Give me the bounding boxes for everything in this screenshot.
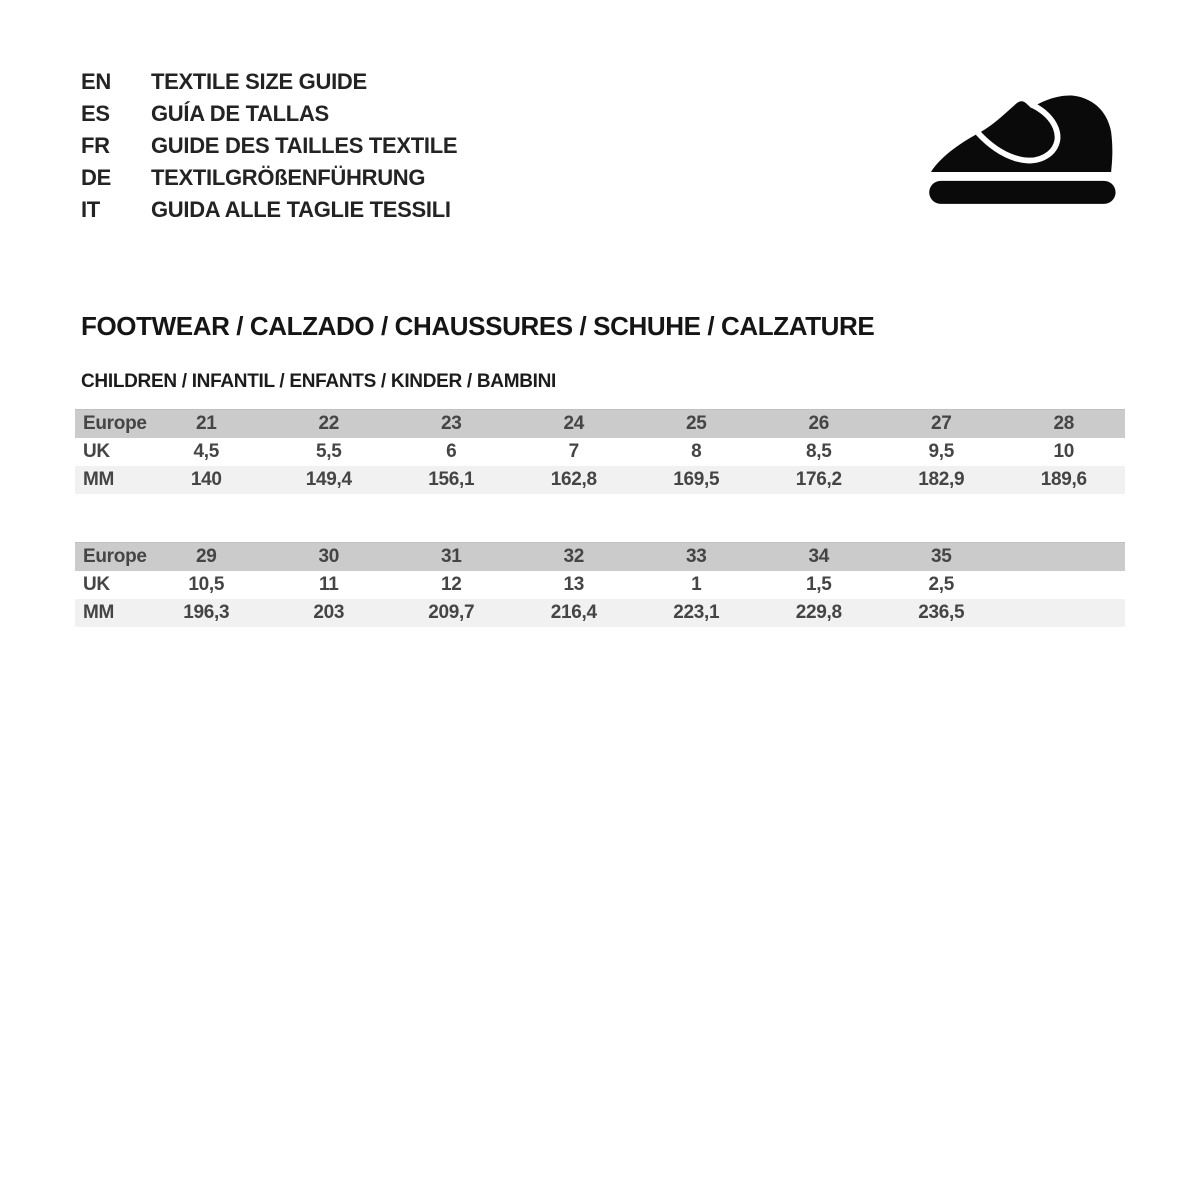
baby-shoe-icon xyxy=(915,83,1128,213)
size-cell: 209,7 xyxy=(390,599,513,627)
row-label: Europe xyxy=(75,410,145,438)
size-cell: 169,5 xyxy=(635,466,758,494)
size-cell: 156,1 xyxy=(390,466,513,494)
size-cell: 189,6 xyxy=(1003,466,1126,494)
language-row-de xyxy=(81,162,457,194)
size-cell xyxy=(1003,543,1126,571)
table-row-mm xyxy=(75,466,1125,494)
size-cell: 12 xyxy=(390,571,513,599)
language-code: FR xyxy=(81,133,110,158)
language-row-en xyxy=(81,66,457,98)
language-label: GUÍA DE TALLAS xyxy=(151,101,329,126)
size-cell: 11 xyxy=(268,571,391,599)
size-cell: 10 xyxy=(1003,438,1126,466)
row-label: UK xyxy=(75,571,145,599)
row-label: MM xyxy=(75,599,145,627)
size-cell: 196,3 xyxy=(145,599,268,627)
size-cell: 26 xyxy=(758,410,881,438)
language-label: TEXTILE SIZE GUIDE xyxy=(151,69,367,94)
table-row-uk xyxy=(75,571,1125,599)
size-cell: 27 xyxy=(880,410,1003,438)
size-cell: 35 xyxy=(880,543,1003,571)
language-code: IT xyxy=(81,197,100,222)
size-cell: 176,2 xyxy=(758,466,881,494)
row-label: UK xyxy=(75,438,145,466)
language-label: GUIDE DES TAILLES TEXTILE xyxy=(151,133,458,158)
size-cell: 8,5 xyxy=(758,438,881,466)
size-cell: 236,5 xyxy=(880,599,1003,627)
size-cell: 203 xyxy=(268,599,391,627)
language-row-it xyxy=(81,194,457,226)
children-section-subtitle: CHILDREN / INFANTIL / ENFANTS / KINDER / BAMBINI xyxy=(81,371,557,392)
size-cell: 182,9 xyxy=(880,466,1003,494)
language-code: ES xyxy=(81,101,110,126)
table-row-uk xyxy=(75,438,1125,466)
size-cell: 149,4 xyxy=(268,466,391,494)
footwear-section-title: FOOTWEAR / CALZADO / CHAUSSURES / SCHUHE / CALZATURE xyxy=(81,311,875,341)
size-cell: 5,5 xyxy=(268,438,391,466)
size-cell: 22 xyxy=(268,410,391,438)
language-code: EN xyxy=(81,69,111,94)
size-cell: 2,5 xyxy=(880,571,1003,599)
size-cell: 162,8 xyxy=(513,466,636,494)
language-row-es xyxy=(81,98,457,130)
language-label: TEXTILGRÖßENFÜHRUNG xyxy=(151,165,426,190)
table-row-europe xyxy=(75,543,1125,571)
size-cell: 4,5 xyxy=(145,438,268,466)
size-cell: 21 xyxy=(145,410,268,438)
size-cell: 30 xyxy=(268,543,391,571)
size-cell: 8 xyxy=(635,438,758,466)
size-cell: 13 xyxy=(513,571,636,599)
language-guide-list xyxy=(81,66,457,226)
size-cell xyxy=(1003,571,1126,599)
size-cell: 33 xyxy=(635,543,758,571)
size-cell: 24 xyxy=(513,410,636,438)
size-cell: 25 xyxy=(635,410,758,438)
size-cell: 7 xyxy=(513,438,636,466)
children-size-table-eu-21-28 xyxy=(75,409,1125,494)
language-label: GUIDA ALLE TAGLIE TESSILI xyxy=(151,197,451,222)
size-cell: 1,5 xyxy=(758,571,881,599)
size-cell: 28 xyxy=(1003,410,1126,438)
size-cell: 10,5 xyxy=(145,571,268,599)
size-cell: 32 xyxy=(513,543,636,571)
size-cell: 6 xyxy=(390,438,513,466)
size-cell: 229,8 xyxy=(758,599,881,627)
size-cell: 34 xyxy=(758,543,881,571)
children-size-table-eu-29-35 xyxy=(75,542,1125,627)
language-row-fr xyxy=(81,130,457,162)
size-cell: 140 xyxy=(145,466,268,494)
language-code: DE xyxy=(81,165,111,190)
size-cell xyxy=(1003,599,1126,627)
row-label: MM xyxy=(75,466,145,494)
size-cell: 23 xyxy=(390,410,513,438)
size-cell: 223,1 xyxy=(635,599,758,627)
size-cell: 29 xyxy=(145,543,268,571)
size-cell: 9,5 xyxy=(880,438,1003,466)
table-row-mm xyxy=(75,599,1125,627)
size-cell: 1 xyxy=(635,571,758,599)
size-cell: 216,4 xyxy=(513,599,636,627)
size-cell: 31 xyxy=(390,543,513,571)
row-label: Europe xyxy=(75,543,145,571)
table-row-europe xyxy=(75,410,1125,438)
